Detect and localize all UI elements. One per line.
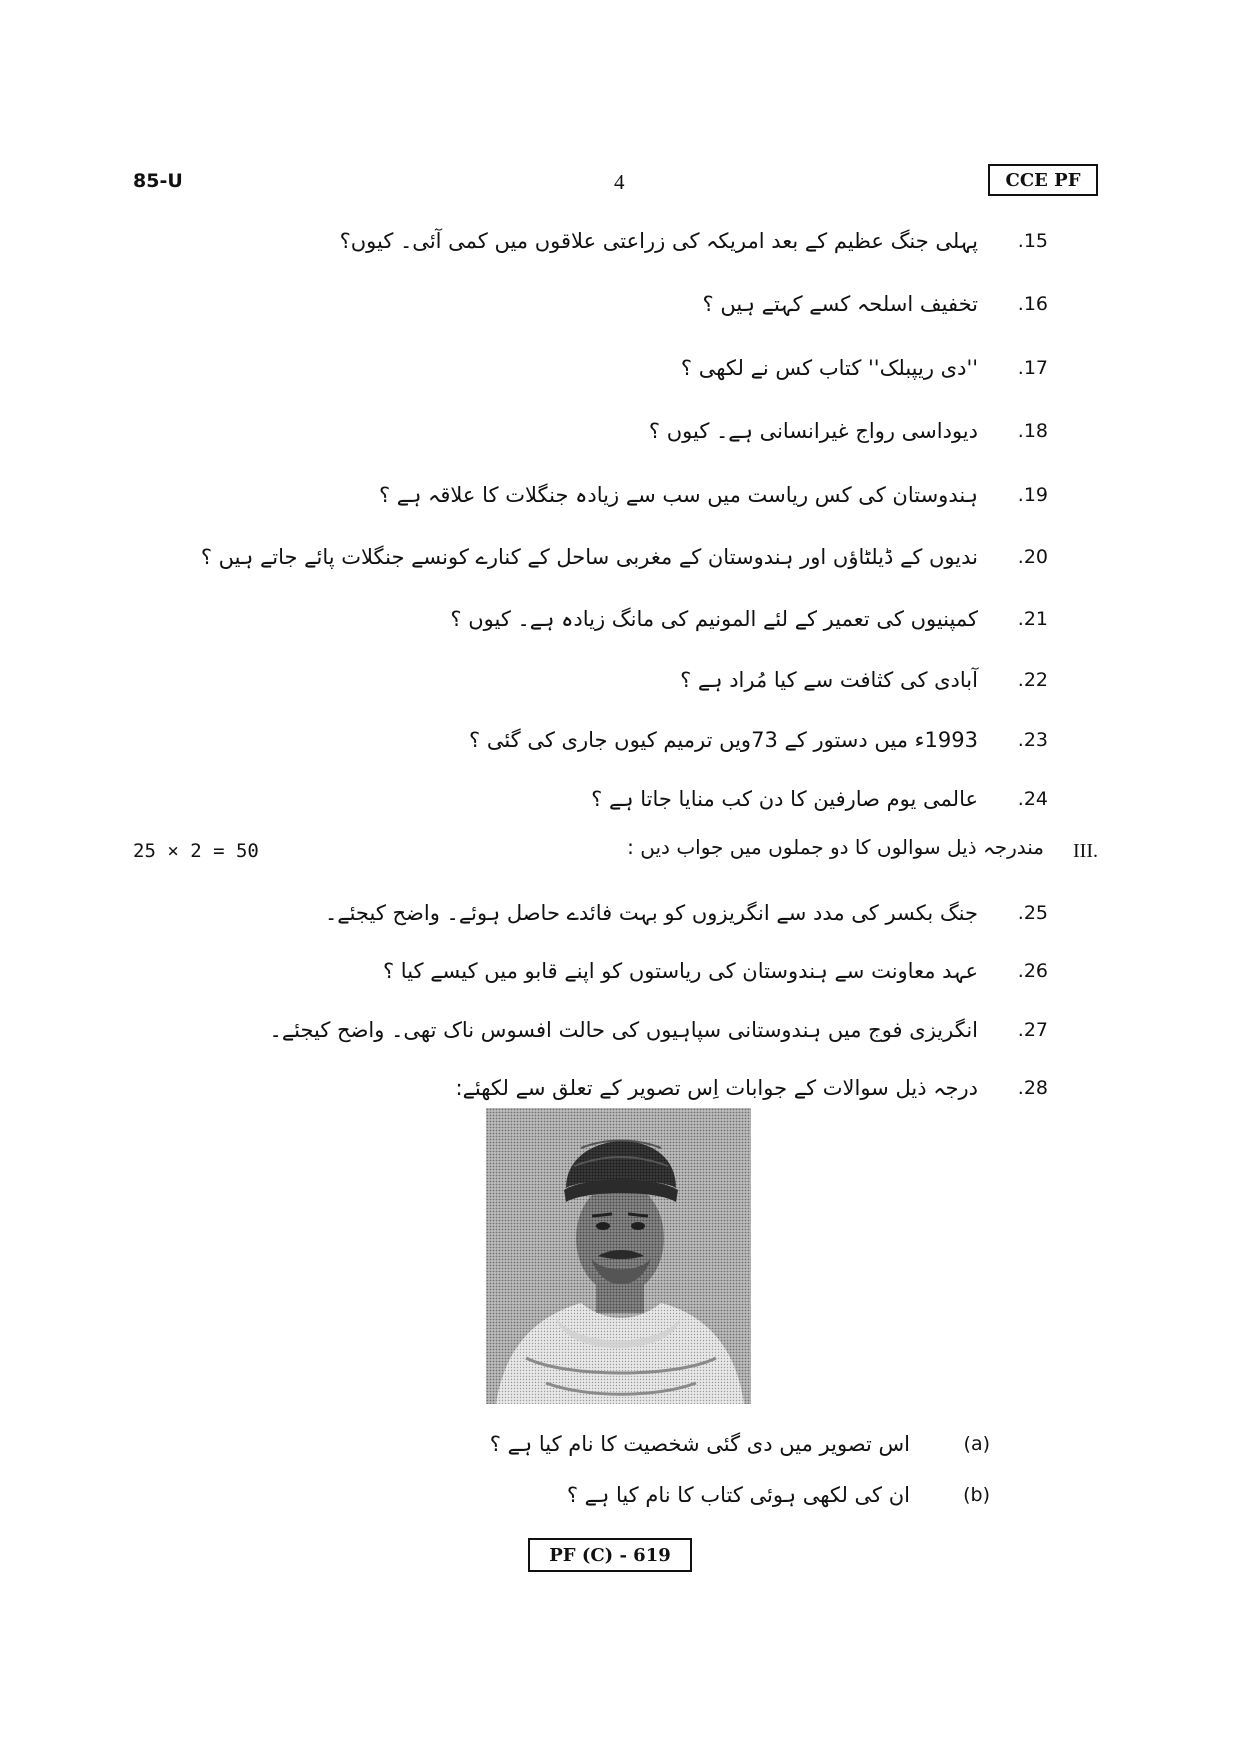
paper-code: 85-U <box>133 170 183 192</box>
question-text: دیوداسی رواج غیرانسانی ہے۔ کیوں ؟ <box>648 419 978 443</box>
question-text: ندیوں کے ڈیلٹاؤں اور ہندوستان کے مغربی ساحل کے کنارے کونسے جنگلات پائے جاتے ہیں ؟ <box>200 545 978 569</box>
section-instruction: مندرجہ ذیل سوالوں کا دو جملوں میں جواب دیں : <box>627 835 1044 859</box>
question-number: .22 <box>1017 669 1048 691</box>
question-number: .21 <box>1017 608 1048 630</box>
question-number: .26 <box>1017 960 1048 982</box>
sub-question-label: (a) <box>963 1433 990 1455</box>
portrait-image <box>486 1108 751 1404</box>
question-27 <box>270 1008 1048 1052</box>
question-text: عالمی یوم صارفین کا دن کب منایا جاتا ہے ؟ <box>591 787 978 811</box>
question-text: تخفیف اسلحہ کسے کہتے ہیں ؟ <box>702 292 978 316</box>
question-number: .24 <box>1017 788 1048 810</box>
section-marks: 25 × 2 = 50 <box>133 840 259 862</box>
question-22 <box>680 658 1048 702</box>
question-text: درجہ ذیل سوالات کے جوابات اِس تصویر کے تعلق سے لکھئے: <box>455 1076 978 1100</box>
footer-code-box <box>528 1538 692 1572</box>
question-19 <box>379 473 1048 517</box>
question-25 <box>325 891 1048 935</box>
question-number: .17 <box>1017 357 1048 379</box>
question-text: کمپنیوں کی تعمیر کے لئے المونیم کی مانگ زیادہ ہے۔ کیوں ؟ <box>450 607 978 631</box>
question-number: .16 <box>1017 293 1048 315</box>
question-number: .27 <box>1017 1019 1048 1041</box>
question-number: .20 <box>1017 546 1048 568</box>
question-21 <box>450 597 1048 641</box>
question-18 <box>649 409 1048 453</box>
question-text: 1993ء میں دستور کے 73ویں ترمیم کیوں جاری کی گئی ؟ <box>469 728 978 752</box>
question-number: .15 <box>1017 230 1048 252</box>
page-number: 4 <box>614 170 625 194</box>
sub-question-b <box>567 1475 990 1515</box>
sub-question-label: (b) <box>963 1484 990 1506</box>
question-number: .19 <box>1017 484 1048 506</box>
question-number: .28 <box>1017 1077 1048 1099</box>
question-20 <box>201 535 1048 579</box>
series-label: CCE PF <box>1005 169 1081 191</box>
question-23 <box>469 718 1048 762</box>
section-number: III. <box>1073 840 1098 862</box>
question-text: پہلی جنگ عظیم کے بعد امریکہ کی زراعتی علاقوں میں کمی آئی۔ کیوں؟ <box>339 229 978 253</box>
question-number: .23 <box>1017 729 1048 751</box>
question-text: عہد معاونت سے ہندوستان کی ریاستوں کو اپنے قابو میں کیسے کیا ؟ <box>382 959 978 983</box>
series-box <box>988 164 1098 196</box>
footer-code: PF (C) - 619 <box>549 1544 671 1566</box>
sub-question-a <box>490 1424 990 1464</box>
question-15 <box>340 219 1048 263</box>
question-number: .18 <box>1017 420 1048 442</box>
question-17 <box>681 346 1048 390</box>
question-16 <box>703 282 1048 326</box>
sub-question-text: ان کی لکھی ہوئی کتاب کا نام کیا ہے ؟ <box>566 1483 910 1507</box>
question-text: آبادی کی کثافت سے کیا مُراد ہے ؟ <box>680 668 978 692</box>
sub-question-text: اس تصویر میں دی گئی شخصیت کا نام کیا ہے ؟ <box>489 1432 910 1456</box>
question-24 <box>591 777 1048 821</box>
question-text: ''دی ریپبلک'' کتاب کس نے لکھی ؟ <box>680 356 978 380</box>
question-28 <box>456 1066 1048 1110</box>
question-26 <box>383 949 1048 993</box>
question-text: ہندوستان کی کس ریاست میں سب سے زیادہ جنگلات کا علاقہ ہے ؟ <box>378 483 978 507</box>
question-text: انگریزی فوج میں ہندوستانی سپاہیوں کی حالت افسوس ناک تھی۔ واضح کیجئے۔ <box>269 1018 978 1042</box>
question-text: جنگ بکسر کی مدد سے انگریزوں کو بہت فائدے حاصل ہوئے۔ واضح کیجئے۔ <box>324 901 978 925</box>
question-number: .25 <box>1017 902 1048 924</box>
